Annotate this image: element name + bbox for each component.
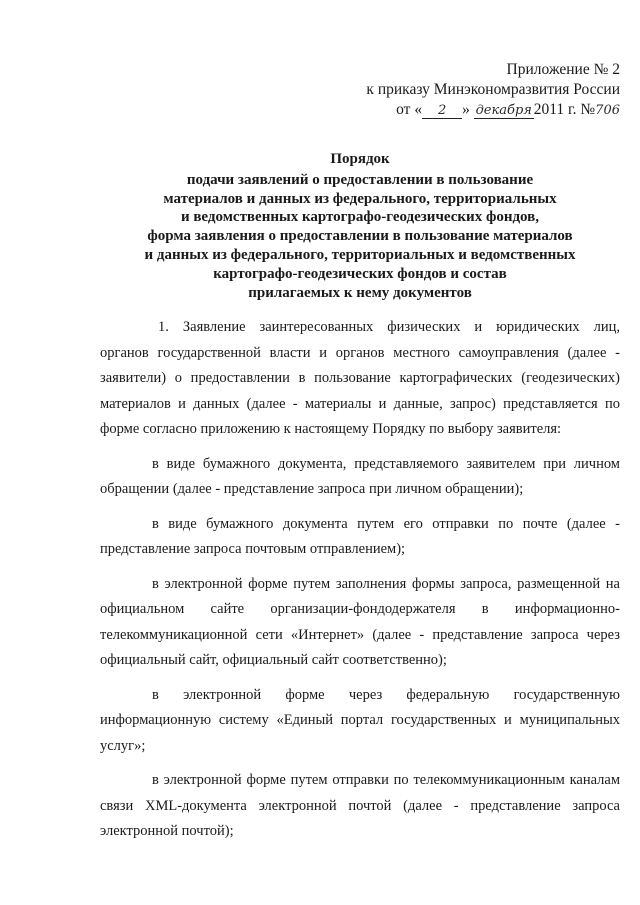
day-value: 2: [437, 103, 447, 118]
document-title: [100, 150, 620, 302]
date-mid: »: [462, 101, 470, 118]
paragraph-number: 1.: [158, 319, 169, 335]
order-reference: к приказу Минэкономразвития России: [366, 81, 620, 98]
month-value: декабря: [475, 103, 532, 118]
document-body: [100, 315, 620, 854]
title-line: форма заявления о предоставлении в пользование материалов: [147, 228, 573, 245]
appendix-number: Приложение № 2: [506, 61, 620, 78]
paragraph-electronic-website: в электронной форме путем заполнения формы запроса, размещенной на официальном сайте организации-фондодержателя в информационно-телекоммуникационной сети «Интернет» (далее - представление запроса через официальный сайт, официальный сайт соответственно);: [100, 575, 620, 668]
title-line: и данных из федерального, территориальных и ведомственных: [144, 246, 576, 263]
appendix-header: [320, 60, 620, 121]
title-line: картографо-геодезических фондов и состав: [213, 265, 507, 282]
paragraph-1: [100, 315, 620, 443]
paragraph-paper-by-mail: в виде бумажного документа путем его отправки по почте (далее - представление запроса почтовым отправлением);: [100, 515, 620, 557]
handwritten-month: [474, 103, 534, 119]
title-line: и ведомственных картографо-геодезических фондов,: [180, 209, 540, 226]
title-line: материалов и данных из федерального, территориальных: [163, 190, 557, 207]
title-heading: Порядок: [330, 151, 390, 167]
date-prefix: от «: [396, 101, 423, 118]
order-date-line: [320, 100, 620, 121]
title-line: подачи заявлений о предоставлении в пользование: [186, 171, 534, 188]
paragraph-paper-in-person: в виде бумажного документа, представляемого заявителем при личном обращении (далее - представление запроса при личном обращении);: [100, 455, 620, 497]
paragraph-electronic-email: в электронной форме путем отправки по телекоммуникационным каналам связи XML-документа электронной почтой (далее - представление запроса электронной почтой);: [100, 772, 620, 839]
year-text: 2011 г. №: [533, 101, 596, 118]
paragraph-electronic-portal: в электронной форме через федеральную государственную информационную систему «Единый портал государственных и муниципальных услуг»;: [100, 686, 620, 754]
handwritten-day: [422, 103, 462, 119]
title-line: прилагаемых к нему документов: [248, 284, 472, 301]
paragraph-1-text: Заявление заинтересованных физических и юридических лиц, органов государственной власти и органов местного самоуправления (далее - заявители) о предоставлении в пользование картографических (геодезических) материалов и данных (далее - материалы и данные, запрос) представляется по форме согласно приложению к настоящему Порядку по выбору заявителя:: [100, 319, 620, 437]
order-number: 706: [595, 103, 620, 118]
